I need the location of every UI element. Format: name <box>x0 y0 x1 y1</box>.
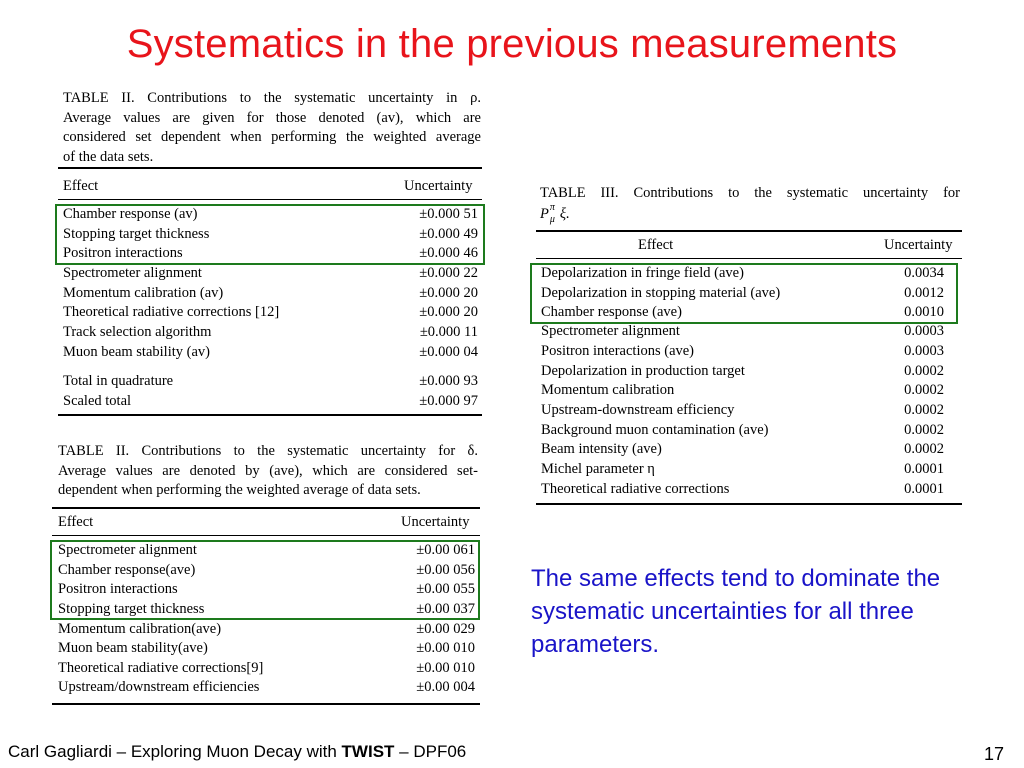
effect-cell: Momentum calibration(ave) <box>58 621 222 637</box>
uncertainty-cell: 0.0002 <box>904 363 944 379</box>
table-row <box>58 677 475 697</box>
uncertainty-cell: 0.0001 <box>904 461 944 477</box>
table-bottom-rule <box>58 414 482 416</box>
uncertainty-cell: ±0.000 51 <box>419 206 478 222</box>
table-row <box>541 380 944 400</box>
uncertainty-cell: ±0.000 46 <box>419 245 478 261</box>
effect-cell: Chamber response(ave) <box>58 562 196 578</box>
table-row <box>541 361 944 381</box>
effect-cell: Depolarization in fringe field (ave) <box>541 265 744 281</box>
caption-sub: μ <box>549 213 555 225</box>
uncertainty-cell: ±0.000 04 <box>419 344 478 360</box>
uncertainty-cell: ±0.000 93 <box>419 373 478 389</box>
caption-line: TABLE II. Contributions to the systematic uncertainty for δ. <box>58 443 478 459</box>
effect-cell: Scaled total <box>63 393 132 409</box>
caption-indices <box>549 201 560 225</box>
footer-text-end: – DPF06 <box>394 742 467 761</box>
caption-line: TABLE II. Contributions to the systematic uncertainty in ρ. <box>63 90 481 106</box>
uncertainty-cell: ±0.00 056 <box>416 562 475 578</box>
effect-cell: Beam intensity (ave) <box>541 441 662 457</box>
table-row <box>541 459 944 479</box>
uncertainty-cell: ±0.000 22 <box>419 265 478 281</box>
uncertainty-cell: 0.0002 <box>904 441 944 457</box>
uncertainty-cell: 0.0010 <box>904 304 944 320</box>
uncertainty-cell: ±0.000 11 <box>419 324 478 340</box>
uncertainty-cell: ±0.000 20 <box>419 285 478 301</box>
page-number: 17 <box>983 744 1004 764</box>
table-row <box>58 658 475 678</box>
table-row <box>541 439 944 459</box>
table-header-rule <box>52 535 480 536</box>
uncertainty-cell: 0.0034 <box>904 265 944 281</box>
highlight-box <box>50 540 480 620</box>
uncertainty-cell: ±0.00 055 <box>416 581 475 597</box>
uncertainty-cell: ±0.00 010 <box>416 660 475 676</box>
effect-cell: Stopping target thickness <box>63 226 210 242</box>
caption-symbol: P <box>540 205 549 222</box>
header-effect: Effect <box>638 237 674 253</box>
header-uncertainty: Uncertainty <box>401 514 470 530</box>
effect-cell: Background muon contamination (ave) <box>541 422 769 438</box>
uncertainty-cell: ±0.000 20 <box>419 304 478 320</box>
uncertainty-cell: 0.0002 <box>904 422 944 438</box>
effect-cell: Michel parameter η <box>541 461 655 477</box>
caption-line: Average values are denoted by (ave), which are considered set- <box>58 462 478 479</box>
slide-title: Systematics in the previous measurements <box>126 22 898 66</box>
table-delta-caption <box>58 442 478 501</box>
table-total-row <box>63 391 478 411</box>
caption-line: dependent when performing the weighted average of data sets. <box>58 482 421 498</box>
uncertainty-cell: ±0.00 037 <box>416 601 475 617</box>
uncertainty-cell: 0.0003 <box>904 343 944 359</box>
effect-cell: Muon beam stability (av) <box>63 344 210 360</box>
uncertainty-cell: 0.0001 <box>904 481 944 497</box>
table-bottom-rule <box>536 503 962 505</box>
footer-bold: TWIST <box>341 742 395 761</box>
effect-cell: Spectrometer alignment <box>63 265 202 281</box>
header-effect: Effect <box>63 178 99 194</box>
highlight-box <box>530 263 958 324</box>
caption-tail: ξ. <box>559 205 570 222</box>
table-header-rule <box>536 258 962 259</box>
effect-cell: Depolarization in production target <box>541 363 745 379</box>
uncertainty-cell: ±0.00 061 <box>416 542 475 558</box>
table-row <box>541 420 944 440</box>
table-row <box>541 479 944 499</box>
effect-cell: Chamber response (ave) <box>541 304 682 320</box>
uncertainty-cell: 0.0012 <box>904 285 944 301</box>
effect-cell: Spectrometer alignment <box>58 542 197 558</box>
effect-cell: Depolarization in stopping material (ave) <box>541 285 781 301</box>
effect-cell: Spectrometer alignment <box>541 323 680 339</box>
summary-note: The same effects tend to dominate the systematic uncertainties for all three parameters. <box>531 565 941 658</box>
highlight-box <box>55 204 485 265</box>
table-row <box>541 400 944 420</box>
effect-cell: Theoretical radiative corrections [12] <box>63 304 280 320</box>
uncertainty-cell: 0.0002 <box>904 382 944 398</box>
caption-sup: π <box>549 201 555 213</box>
table-row <box>541 341 944 361</box>
effect-cell: Muon beam stability(ave) <box>58 640 208 656</box>
effect-cell: Positron interactions <box>63 245 183 261</box>
table-row <box>58 619 475 639</box>
uncertainty-cell: ±0.00 010 <box>416 640 475 656</box>
table-top-rule <box>536 230 962 232</box>
uncertainty-cell: ±0.00 029 <box>416 621 475 637</box>
effect-cell: Momentum calibration <box>541 382 675 398</box>
table-header-rule <box>58 199 482 200</box>
table-row <box>63 283 478 303</box>
table-rho-caption <box>63 89 481 167</box>
uncertainty-cell: 0.0002 <box>904 402 944 418</box>
uncertainty-cell: ±0.000 97 <box>419 393 478 409</box>
caption-line: TABLE III. Contributions to the systematic uncertainty for <box>540 185 960 201</box>
header-effect: Effect <box>58 514 94 530</box>
table-top-rule <box>52 507 480 509</box>
slide-footer <box>8 742 466 762</box>
header-uncertainty: Uncertainty <box>404 178 473 194</box>
effect-cell: Theoretical radiative corrections <box>541 481 730 497</box>
effect-cell: Chamber response (av) <box>63 206 198 222</box>
table-row <box>63 302 478 322</box>
effect-cell: Upstream/downstream efficiencies <box>58 679 260 695</box>
table-row <box>63 342 478 362</box>
table-row <box>541 321 944 341</box>
effect-cell: Total in quadrature <box>63 373 174 389</box>
table-total-row <box>63 371 478 391</box>
effect-cell: Momentum calibration (av) <box>63 285 224 301</box>
caption-line: considered set dependent when performing the weighted average <box>63 129 481 145</box>
uncertainty-cell: 0.0003 <box>904 323 944 339</box>
caption-line: of the data sets. <box>63 148 154 165</box>
caption-line: Average values are given for those denoted (av), which are <box>63 109 481 126</box>
effect-cell: Theoretical radiative corrections[9] <box>58 660 264 676</box>
effect-cell: Upstream-downstream efficiency <box>541 402 735 418</box>
table-row <box>58 638 475 658</box>
table-row <box>63 263 478 283</box>
header-uncertainty: Uncertainty <box>884 237 953 253</box>
table-row <box>63 322 478 342</box>
uncertainty-cell: ±0.00 004 <box>416 679 475 695</box>
table-bottom-rule <box>52 703 480 705</box>
table-pxi-caption <box>540 184 960 224</box>
effect-cell: Positron interactions <box>58 581 178 597</box>
caption-line <box>540 201 960 225</box>
table-top-rule <box>58 167 482 169</box>
effect-cell: Positron interactions (ave) <box>541 343 695 359</box>
footer-text: Carl Gagliardi – Exploring Muon Decay with <box>8 742 342 761</box>
uncertainty-cell: ±0.000 49 <box>419 226 478 242</box>
effect-cell: Stopping target thickness <box>58 601 205 617</box>
effect-cell: Track selection algorithm <box>63 324 212 340</box>
